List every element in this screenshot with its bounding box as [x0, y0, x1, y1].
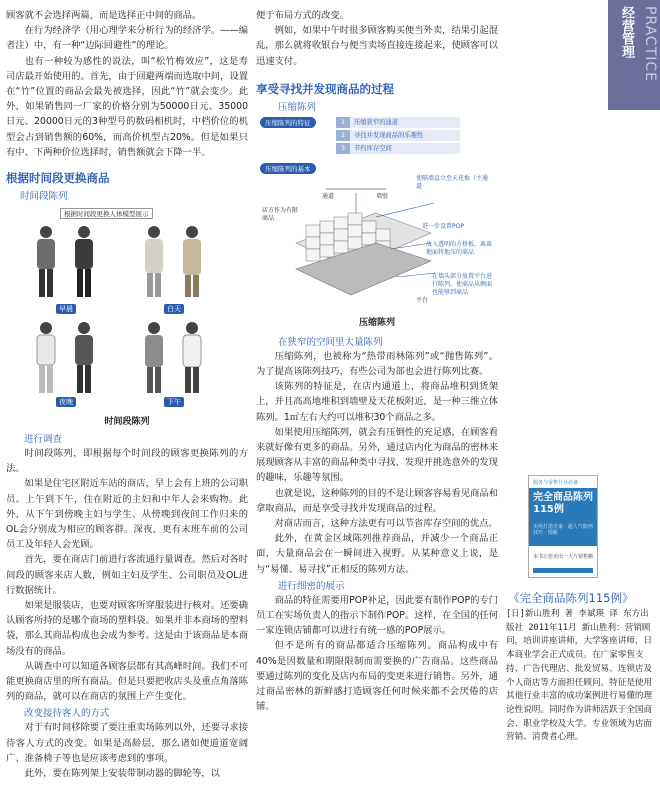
label-evening: 夜晚: [56, 397, 76, 407]
paragraph: 也就是说，这种陈列的目的不是让顾客容易看见商品和拿取商品，而是享受寻找并发现商品的过程。: [256, 487, 498, 514]
paragraph: 便于布局方式的改变。: [256, 10, 349, 21]
feature-item: 寻找并发现商品的乐趣性: [350, 130, 460, 141]
subheading-survey: 进行调查: [24, 434, 63, 446]
paragraph: 也有一种较为感性的说法，叫“松竹梅效应”，这是寿司店最开始使用的。首先，由于回避两端而选取中间，设置在“竹”位置的商品会最先被选择，因此“竹”就会变少。此外，如果销售同一厂家的价格分别为50000日元、35000日元、20000日元的3种型号的数码相机时，中档价位的机型会占到销售额的60%，而高价机型占20%。但是如果只有中、下两种价位选择时，销售额就会下降一半。: [6, 55, 248, 158]
section-heading-time: 根据时间段更换商品: [6, 171, 110, 186]
paragraph: 时间段陈列，即根据每个时间段的顾客更换陈列的方法。: [6, 448, 248, 475]
book-title: 《完全商品陈列115例》: [508, 591, 634, 605]
anno-ceiling: 使隔墙直立至天花板（主通道: [416, 174, 489, 190]
paragraph: 如果是服装店，也要对顾客所穿服装进行核对。还要确认顾客所持的是哪个商场的塑料袋。如果并非本商场的塑料袋，那么其商品构成也会成为参考。这是由于该商品是本商场没有的商品。: [6, 600, 248, 657]
book-info: [日]新山胜利 著 李斌瑛 译 东方出版社 2011年11月 新山胜利：营销顾问，培训讲座讲师，大学客座讲师，日本商业学会正式成员。在广家零售支持、广告代理店、批发贸易、连锁店及个人商店等方面担任顾问。特征是使用其他行业丰富的成功案例进行易懂的理论性说明。同时作为讲师活跃于全国商会、职业学校及大学。专业领域为店面营销、消费者心理。: [506, 609, 653, 743]
label-morning: 早晨: [56, 304, 76, 314]
mannequins-row-1: [26, 224, 236, 300]
feature-item: 压缩狭窄的通道: [350, 117, 460, 128]
paragraph: 对商店而言，这种方法更有可以节省库存空间的优点。: [274, 518, 498, 530]
figure-caption-time: 时间段陈列: [104, 417, 150, 428]
subheading-compression: 压缩陈列: [278, 101, 317, 113]
label-daytime: 白天: [164, 304, 184, 314]
figure-caption-compression: 压缩陈列: [358, 317, 395, 328]
anno-wall: 墙壁: [376, 192, 389, 200]
anno-floor: 在墙头部分放置平台进行陈列，使商品从侧面也能够到商品: [432, 272, 493, 296]
tab-section-name: 经营管理: [619, 6, 634, 58]
feature-item: 节约库存空间: [350, 143, 460, 154]
paragraph: 此外，在黄金区域陈列推荐商品，并减少一个商品正面，大量商品会在一瞬间进入视野。从某种意义上说，是与“易懂、易寻找”正相反的陈列方法。: [256, 533, 498, 575]
figure-time-display: [20, 204, 242, 412]
section-heading-find: 享受寻找并发现商品的过程: [256, 81, 394, 96]
book-cover: [528, 475, 598, 578]
paragraph: 但不是所有的商品都适合压缩陈列。商品构成中有40%是因数量和期限限制而需要换的广告商品。这些商品要通过陈列的变化及店内布局的变更来进行销售。另外，通过商品密林的新鲜感打造顾客任何时候来都不会厌倦的店铺。: [256, 640, 498, 713]
subheading-staff: 改变接待客人的方式: [24, 708, 110, 720]
paragraph: 如果使用压缩陈列，就会有压倒性的充足感，在顾客看来就好像有更多的商品。另外，通过店内化为商品的密林来展现顾客从丰富的商品种类中寻找、发现并挑选意外的发现的趣味，乐趣等氛围。: [256, 426, 498, 484]
paragraph: 该陈列的特征是，在店内通道上，将商品堆积到货架上，并且高高地堆积到墙壁及天花板附近，是一种三维立体陈列。1㎡左右大约可以堆积30个商品之多。: [256, 381, 498, 423]
book-cover-bottom: 本书让您卖出一大片销售额: [533, 554, 594, 560]
paragraph: 如果是住宅区附近车站的商店，早上会有上班的公司职员。上午到下午，住在附近的主妇和中年人会来购物。此外，从下午到傍晚主妇与学生、从傍晚到夜间工作归来的OL会分别成为相应的顾客群。深夜，更有末班车前的公司员工及年轻人会光顾。: [6, 478, 248, 551]
figure-compression-display: 压缩陈列的特征 1 压缩狭窄的通道 2 寻找并发现商品的乐趣性 3 节约库存空间 压缩陈列的基本 通道 墙壁 使隔墙直立至天花板（主通道 店方作为有限商品 进一步设置POP 放入透明的方格板，离离地面将地压的商品 在墙头部分放置平台进行陈列，使商品从侧面也能够到商品 平台: [256, 115, 496, 315]
paragraph: 例如，如果中午时很多顾客购买便当外卖，结果引起混乱，那么就将收银台与便当卖场直接连接起来，使顾客可以迅速支付。: [256, 25, 498, 67]
feature-title: 压缩陈列的特征: [260, 117, 316, 128]
book-cover-subtitle: 卖场打造专家 · 超人气陈列技巧 · 图解: [533, 524, 593, 536]
anno-pop-2: 进一步设置POP: [422, 222, 464, 230]
mannequins-row-2: [26, 320, 236, 396]
subheading-narrow: 在狭窄的空间里大量陈列: [278, 336, 383, 348]
paragraph: 从调查中可以知道各顾客层都有其高峰时间。我们不可能更换商店里的所有商品。但是只要把收店头及重点角落陈列的商品，就可以在商店的氛围上产生变化。: [6, 660, 248, 703]
book-cover-title: 完全商品陈列115例: [533, 492, 593, 515]
paragraph: 商品的特征需要用POP补足，因此要有制作POP的专门员工在实场负责人的指示下制作POP。这样，在全国的任何一家连锁店铺都可以进行有统一感的POP展示。: [256, 594, 498, 637]
column-middle: [256, 8, 498, 714]
tab-practice: PRACTICE: [642, 6, 658, 83]
anno-compress: 放入透明的方格板，离离地面将地压的商品: [426, 240, 493, 256]
section-tab: [608, 0, 660, 110]
paragraph: 此外，要在陈列架上安装带制动器的脚轮等，以: [24, 768, 220, 780]
paragraph: 顾客就不会选择两篇，而是选择正中间的商品。: [6, 10, 202, 21]
label-afternoon: 下午: [164, 397, 184, 407]
figure-tag: 根据时间段更换人体模型展示: [60, 208, 153, 219]
column-left: [6, 8, 248, 781]
paragraph: 压缩陈列，也被称为“热带雨林陈列”或“抛售陈列”。为了提高该陈列技巧，有些公司为部也会进行陈列比赛。: [256, 350, 498, 378]
anno-aisle: 通道: [322, 192, 335, 200]
book-cover-top: 服务与零售行业必备: [533, 480, 579, 486]
paragraph: 在行为经济学（用心理学来分析行为的经济学。——编者注）中，有一种“边际回避性”的理论。: [6, 25, 248, 52]
paragraph: 首先，要在商店门前进行客流通行量调查。然后对各时间段的顾客来店人数，例如主妇及学生、公司职员及OL进行数据统计。: [6, 554, 248, 596]
basic-title: 压缩陈列的基本: [260, 163, 316, 174]
anno-platform: 平台: [416, 296, 429, 304]
subheading-time-display: 时间段陈列: [20, 191, 68, 203]
subheading-pop: 进行细密的展示: [278, 580, 345, 592]
paragraph: 对于有时间移除要了要注重卖场陈列以外，还要寻求接待客人方式的改变。如果是高龄层，那么诸如便道道宽阔广、准备椅子等也是应该考虑到的事项。: [6, 722, 248, 764]
anno-pop-1: 店方作为有限商品: [262, 206, 299, 222]
